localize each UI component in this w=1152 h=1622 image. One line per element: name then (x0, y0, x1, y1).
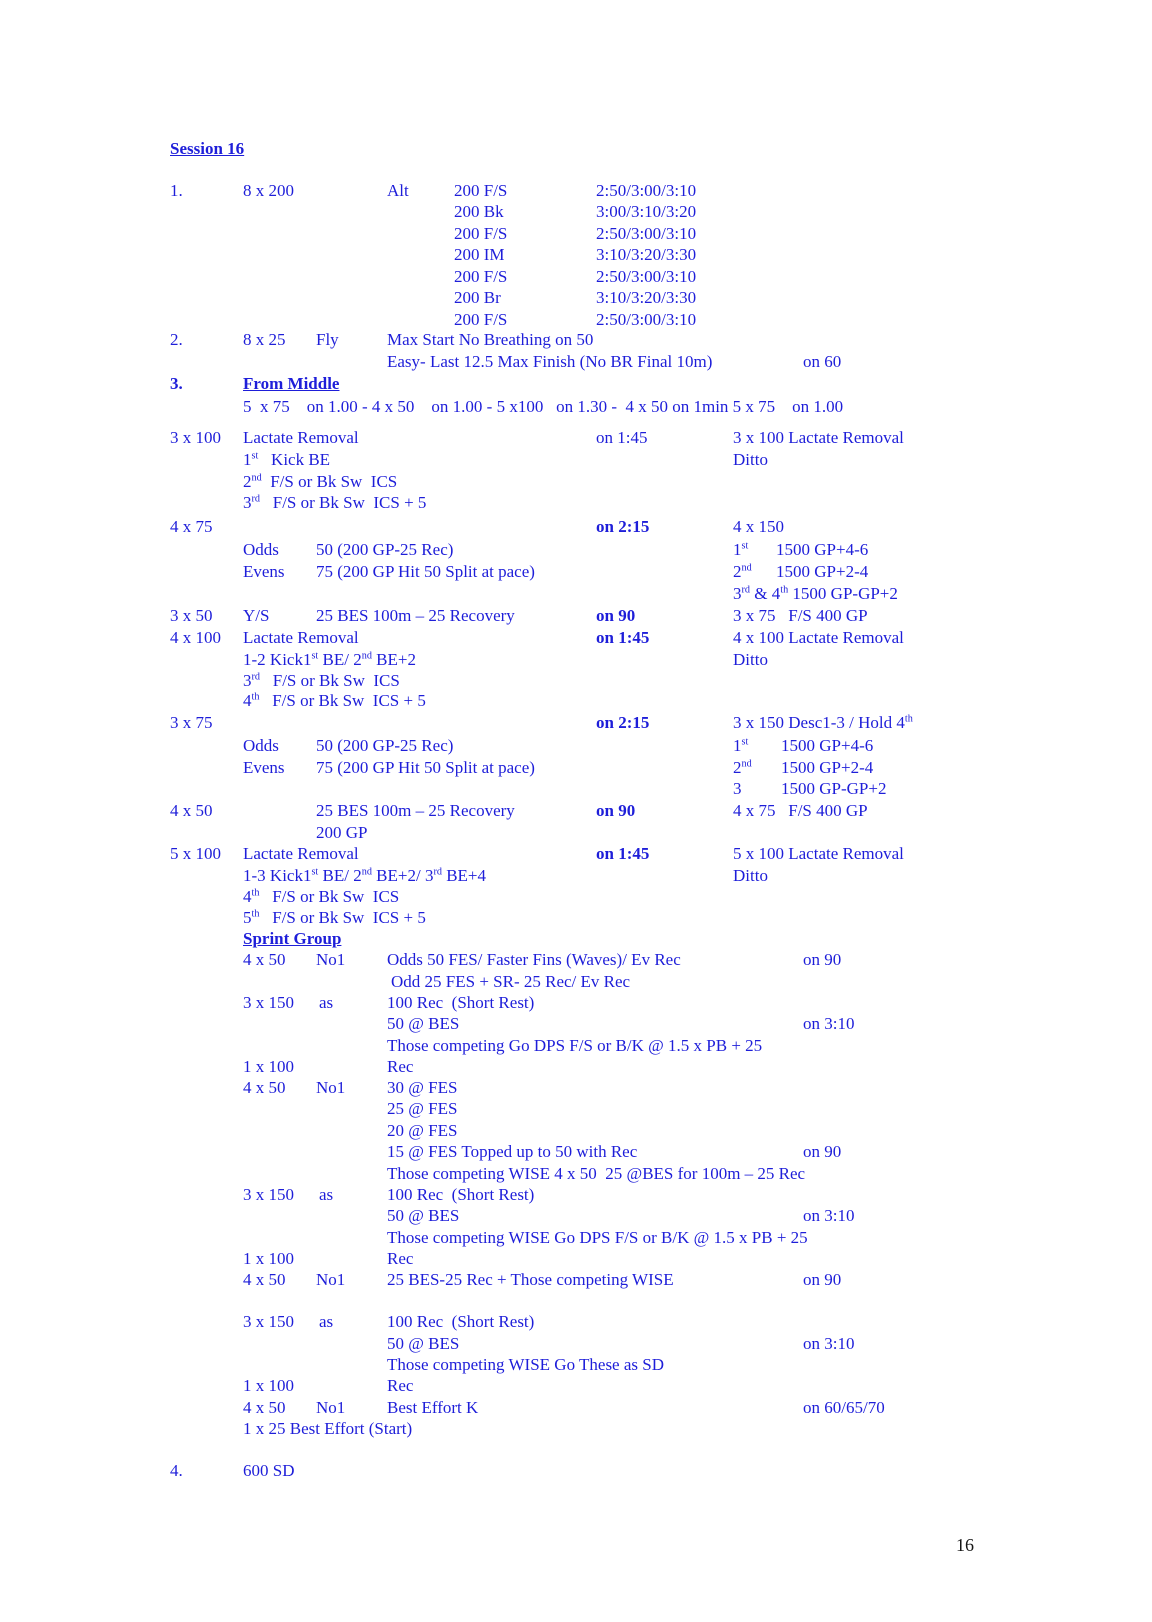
text-run: 200 F/S (454, 224, 508, 243)
text-run: 5 x 100 Lactate Removal (733, 844, 904, 863)
text-run: 25 BES 100m – 25 Recovery (316, 801, 515, 820)
text-run: Max Start No Breathing on 50 (387, 330, 594, 349)
text-run: 600 SD (243, 1461, 295, 1480)
text-run: 3:10/3:20/3:30 (596, 288, 697, 307)
text-run: 1 x 25 Best Effort (Start) (243, 1419, 413, 1438)
session-heading: Session 16 (170, 139, 245, 158)
text-run: 3 x 150 (243, 993, 294, 1012)
text-run: as (319, 993, 334, 1012)
text-run: on 90 (803, 1142, 842, 1161)
text-run: 1500 GP-GP+2 (781, 779, 887, 798)
text-run: on 90 (596, 606, 636, 625)
text-run: No1 (316, 1270, 346, 1289)
text-run: 2nd F/S or Bk Sw ICS (243, 472, 398, 491)
text-run: 200 Br (454, 288, 501, 307)
text-run: 2:50/3:00/3:10 (596, 181, 697, 200)
text-run: 50 @ BES (387, 1014, 460, 1033)
text-run: on 3:10 (803, 1014, 855, 1033)
text-run: 2nd (733, 562, 752, 581)
text-run: Fly (316, 330, 339, 349)
text-run: 2:50/3:00/3:10 (596, 267, 697, 286)
text-run: 200 F/S (454, 310, 508, 329)
text-run: 4th F/S or Bk Sw ICS + 5 (243, 691, 426, 710)
text-run: Lactate Removal (243, 844, 359, 863)
text-run: Those competing WISE 4 x 50 25 @BES for 100m – 25 Rec (387, 1164, 806, 1183)
text-run: 20 @ FES (387, 1121, 458, 1140)
text-run: 4 x 75 (170, 517, 213, 536)
text-run: 3:00/3:10/3:20 (596, 202, 697, 221)
text-run: Odds (243, 540, 279, 559)
text-run: 50 @ BES (387, 1206, 460, 1225)
text-run: Evens (243, 562, 285, 581)
text-run: 8 x 200 (243, 181, 294, 200)
text-run: 3 x 150 (243, 1312, 294, 1331)
text-run: 3 (733, 779, 742, 798)
text-run: 3 x 100 Lactate Removal (733, 428, 904, 447)
text-run: 75 (200 GP Hit 50 Split at pace) (316, 562, 535, 581)
text-run: 4 x 50 (243, 1270, 286, 1289)
text-run: 3rd F/S or Bk Sw ICS (243, 671, 400, 690)
text-run: 3rd & 4th 1500 GP-GP+2 (733, 584, 898, 603)
text-run: 8 x 25 (243, 330, 286, 349)
text-run: Odd 25 FES + SR- 25 Rec/ Ev Rec (391, 972, 631, 991)
text-run: Evens (243, 758, 285, 777)
text-run: 1-2 Kick1st BE/ 2nd BE+2 (243, 650, 416, 669)
text-run: 200 Bk (454, 202, 504, 221)
text-run: No1 (316, 1398, 346, 1417)
text-run: on 60 (803, 352, 842, 371)
text-run: 3rd F/S or Bk Sw ICS + 5 (243, 493, 427, 512)
text-run: 1. (170, 181, 183, 200)
text-run: 4 x 150 (733, 517, 784, 536)
text-run: 1 x 100 (243, 1057, 294, 1076)
text-run: 5th F/S or Bk Sw ICS + 5 (243, 908, 426, 927)
text-run: on 3:10 (803, 1334, 855, 1353)
text-run: 4 x 75 F/S 400 GP (733, 801, 868, 820)
text-run: 100 Rec (Short Rest) (387, 1185, 535, 1204)
text-run: 4 x 50 (243, 1078, 286, 1097)
text-run: 1st (733, 736, 749, 755)
text-run: 1st (733, 540, 749, 559)
text-run: on 90 (803, 1270, 842, 1289)
text-run: 1500 GP+2-4 (776, 562, 869, 581)
text-run: 3:10/3:20/3:30 (596, 245, 697, 264)
text-run: 3 x 50 (170, 606, 213, 625)
text-run: 3 x 100 (170, 428, 221, 447)
text-run: 4 x 50 (243, 950, 286, 969)
text-run: 4. (170, 1461, 183, 1480)
text-run: 15 @ FES Topped up to 50 with Rec (387, 1142, 638, 1161)
text-run: on 3:10 (803, 1206, 855, 1225)
text-run: 5 x 75 on 1.00 - 4 x 50 on 1.00 - 5 x100 on 1.30 - 4 x 50 on 1min 5 x 75 on 1.00 (243, 397, 844, 416)
text-run: 5 x 100 (170, 844, 221, 863)
text-run: 25 BES 100m – 25 Recovery (316, 606, 515, 625)
text-run: Ditto (733, 866, 768, 885)
text-run: 4 x 50 (170, 801, 213, 820)
text-run: Those competing WISE Go DPS F/S or B/K @ 1.5 x PB + 25 (387, 1228, 808, 1247)
text-run: 25 @ FES (387, 1099, 458, 1118)
text-run: 50 @ BES (387, 1334, 460, 1353)
text-run: Ditto (733, 650, 768, 669)
text-run: as (319, 1312, 334, 1331)
text-run: Y/S (243, 606, 270, 625)
text-run: on 2:15 (596, 713, 650, 732)
sprint-group-heading: Sprint Group (243, 929, 342, 948)
text-run: Odds 50 FES/ Faster Fins (Waves)/ Ev Rec (387, 950, 681, 969)
text-run: as (319, 1185, 334, 1204)
text-run: Ditto (733, 450, 768, 469)
text-run: Alt (387, 181, 409, 200)
text-run: Lactate Removal (243, 428, 359, 447)
text-run: 25 BES-25 Rec + Those competing WISE (387, 1270, 674, 1289)
text-run: Those competing Go DPS F/S or B/K @ 1.5 x PB + 25 (387, 1036, 763, 1055)
text-run: on 60/65/70 (803, 1398, 885, 1417)
text-run: Easy- Last 12.5 Max Finish (No BR Final 10m) (387, 352, 713, 371)
text-run: Best Effort K (387, 1398, 479, 1417)
text-run: 200 IM (454, 245, 505, 264)
text-run: 200 F/S (454, 181, 508, 200)
text-run: on 2:15 (596, 517, 650, 536)
text-run: 1-3 Kick1st BE/ 2nd BE+2/ 3rd BE+4 (243, 866, 487, 885)
text-run: 1st Kick BE (243, 450, 331, 469)
text-run: No1 (316, 950, 346, 969)
text-run: 2. (170, 330, 183, 349)
text-run: 100 Rec (Short Rest) (387, 993, 535, 1012)
text-run: 200 F/S (454, 267, 508, 286)
page-number: 16 (956, 1535, 974, 1555)
text-run: on 90 (596, 801, 636, 820)
text-run: 4 x 100 (170, 628, 221, 647)
text-run: 4 x 50 (243, 1398, 286, 1417)
text-run: Rec (387, 1376, 414, 1395)
text-run: 50 (200 GP-25 Rec) (316, 540, 454, 559)
text-run: 4 x 100 Lactate Removal (733, 628, 904, 647)
text-run: Odds (243, 736, 279, 755)
from-middle-heading: From Middle (243, 374, 340, 393)
text-run: on 1:45 (596, 844, 650, 863)
text-run: 75 (200 GP Hit 50 Split at pace) (316, 758, 535, 777)
text-run: 4th F/S or Bk Sw ICS (243, 887, 400, 906)
text-run: on 90 (803, 950, 842, 969)
text-run: Those competing WISE Go These as SD (387, 1355, 664, 1374)
text-run: 1 x 100 (243, 1249, 294, 1268)
text-run: 3. (170, 374, 183, 393)
text-run: 200 GP (316, 823, 368, 842)
text-run: 30 @ FES (387, 1078, 458, 1097)
text-run: 1500 GP+2-4 (781, 758, 874, 777)
text-run: on 1:45 (596, 628, 650, 647)
text-run: 3 x 150 (243, 1185, 294, 1204)
text-run: 50 (200 GP-25 Rec) (316, 736, 454, 755)
text-run: 1500 GP+4-6 (776, 540, 869, 559)
text-run: No1 (316, 1078, 346, 1097)
text-run: on 1:45 (596, 428, 648, 447)
text-run: 2:50/3:00/3:10 (596, 224, 697, 243)
text-run: 3 x 150 Desc1-3 / Hold 4th (733, 713, 913, 732)
text-run: 1 x 100 (243, 1376, 294, 1395)
text-run: 100 Rec (Short Rest) (387, 1312, 535, 1331)
text-run: Rec (387, 1057, 414, 1076)
text-run: 3 x 75 F/S 400 GP (733, 606, 868, 625)
text-run: Rec (387, 1249, 414, 1268)
text-run: Lactate Removal (243, 628, 359, 647)
text-run: 2nd (733, 758, 752, 777)
text-run: 1500 GP+4-6 (781, 736, 874, 755)
text-run: 3 x 75 (170, 713, 213, 732)
text-run: 2:50/3:00/3:10 (596, 310, 697, 329)
